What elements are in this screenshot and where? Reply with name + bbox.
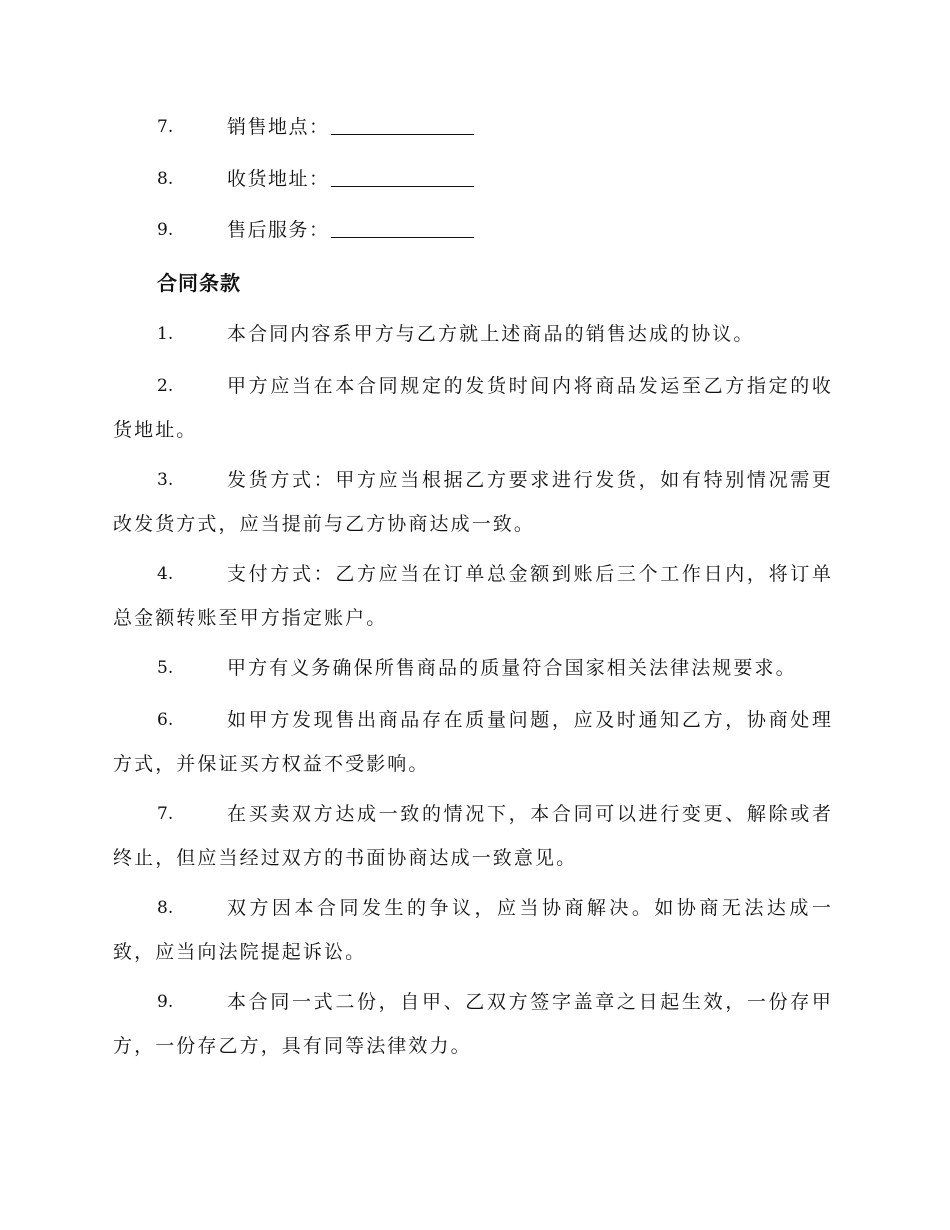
- clause-text: 甲方有义务确保所售商品的质量符合国家相关法律法规要求。: [227, 657, 797, 679]
- clause-3: [113, 458, 833, 546]
- clause-6: [113, 698, 833, 786]
- field-label: 售后服务：: [227, 219, 330, 241]
- clause-text: 支付方式：乙方应当在订单总金额到账后三个工作日内，将订单总金额转账至甲方指定账户。: [113, 563, 833, 629]
- field-number: 8.: [157, 169, 174, 189]
- field-blank-line: [331, 164, 474, 187]
- clause-number: 5.: [157, 658, 174, 678]
- field-after-sales: [0, 215, 950, 245]
- clause-number: 6.: [157, 710, 174, 730]
- clause-4: [113, 552, 833, 640]
- clause-text: 发货方式：甲方应当根据乙方要求进行发货，如有特别情况需更改发货方式，应当提前与乙方协商达成一致。: [113, 469, 833, 535]
- section-heading: 合同条款: [157, 271, 241, 295]
- field-delivery-address: [0, 164, 950, 194]
- clause-number: 4.: [157, 564, 174, 584]
- clause-7: [113, 792, 833, 880]
- field-number: 9.: [157, 220, 174, 240]
- clause-text: 甲方应当在本合同规定的发货时间内将商品发运至乙方指定的收货地址。: [113, 375, 833, 441]
- clause-number: 1.: [157, 324, 174, 344]
- clause-number: 7.: [157, 804, 174, 824]
- field-blank-line: [331, 215, 474, 238]
- clause-number: 2.: [157, 376, 174, 396]
- clause-8: [113, 886, 833, 974]
- clause-5: [113, 646, 833, 690]
- field-label: 销售地点：: [227, 116, 330, 138]
- clause-text: 本合同一式二份，自甲、乙双方签字盖章之日起生效，一份存甲方，一份存乙方，具有同等法律效力。: [113, 991, 833, 1057]
- clause-text: 双方因本合同发生的争议，应当协商解决。如协商无法达成一致，应当向法院提起诉讼。: [113, 897, 833, 963]
- clause-9: [113, 980, 833, 1068]
- clause-number: 8.: [157, 898, 174, 918]
- field-sales-location: [0, 112, 950, 142]
- clause-1: [113, 312, 833, 356]
- clause-2: [113, 364, 833, 452]
- field-label: 收货地址：: [227, 168, 330, 190]
- clause-text: 如甲方发现售出商品存在质量问题，应及时通知乙方，协商处理方式，并保证买方权益不受影响。: [113, 709, 833, 775]
- clause-number: 9.: [157, 992, 174, 1012]
- clause-text: 本合同内容系甲方与乙方就上述商品的销售达成的协议。: [227, 323, 755, 345]
- clause-text: 在买卖双方达成一致的情况下，本合同可以进行变更、解除或者终止，但应当经过双方的书面协商达成一致意见。: [113, 803, 833, 869]
- field-blank-line: [331, 112, 474, 135]
- field-number: 7.: [157, 117, 174, 137]
- clause-number: 3.: [157, 470, 174, 490]
